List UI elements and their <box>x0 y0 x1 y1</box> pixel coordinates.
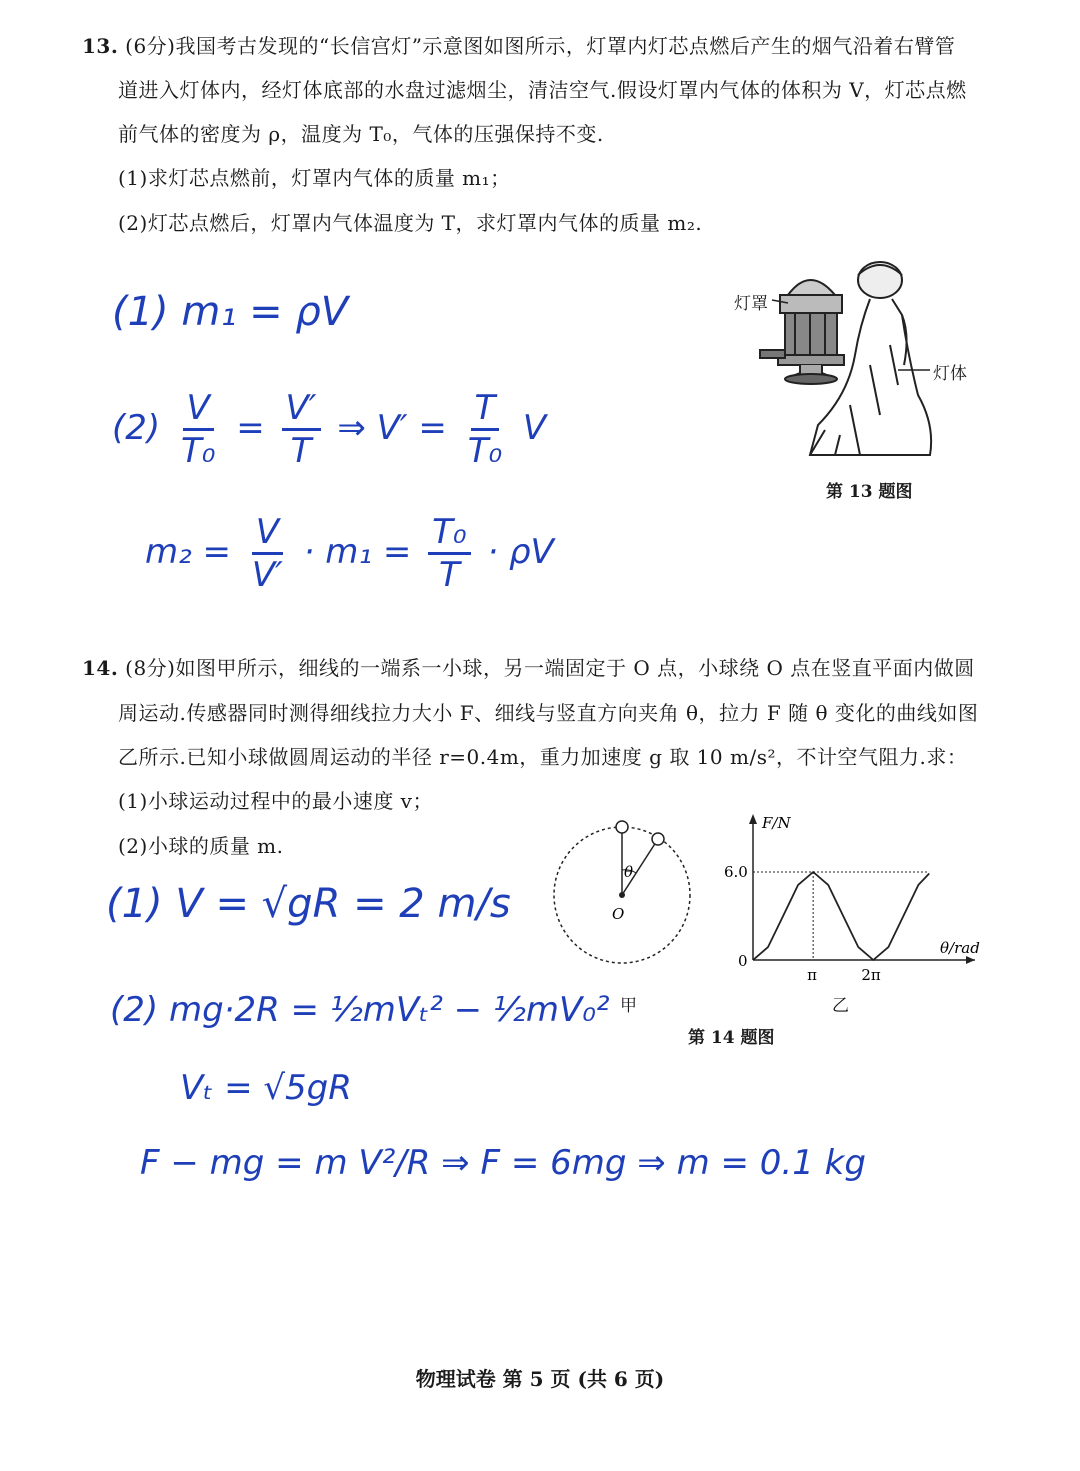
theta-label: θ <box>624 863 634 881</box>
ball-top <box>616 821 628 833</box>
q13-a2-label: (2) <box>112 408 161 448</box>
q13-a3-head: m₂ = <box>145 532 232 572</box>
y-axis-arrow <box>749 814 757 824</box>
ball-angled <box>652 833 664 845</box>
q14-line3: 乙所示.已知小球做圆周运动的半径 r=0.4m，重力加速度 g 取 10 m/s²，不计空气阻力.求： <box>118 745 968 769</box>
q14-line1 <box>82 655 975 681</box>
frac-den: V′ <box>251 555 283 595</box>
q13-sub2: (2)灯芯点燃后，灯罩内气体温度为 T，求灯罩内气体的质量 m₂. <box>118 211 703 235</box>
q13-a3-tail: · ρV <box>487 532 554 572</box>
x-axis-label: θ/rad <box>940 939 980 957</box>
q14-answer-1: (1) V = √gR = 2 m/s <box>106 881 511 927</box>
pivot-point <box>619 892 625 898</box>
origin-label: 0 <box>738 952 748 970</box>
q14-line2: 周运动.传感器同时测得细线拉力大小 F、细线与竖直方向夹角 θ，拉力 F 随 θ 变化的曲线如图 <box>118 701 979 725</box>
x-tick-2pi: 2π <box>861 966 881 984</box>
frac-num: V <box>183 388 214 431</box>
q13-a3-frac1 <box>248 512 287 595</box>
q13-number: 13. <box>82 34 119 58</box>
x-tick-pi: π <box>807 966 818 984</box>
q13-sub1: (1)求灯芯点燃前，灯罩内气体的质量 m₁； <box>118 166 511 190</box>
q13-text1: (6分)我国考古发现的“长信宫灯”示意图如图所示，灯罩内灯芯点燃后产生的烟气沿着右臂管 <box>125 34 956 58</box>
lamp <box>760 280 844 384</box>
peak-value-label: 6.0 <box>724 863 748 881</box>
q14-sub2: (2)小球的质量 m. <box>118 834 284 858</box>
q13-a2-frac1 <box>177 388 219 471</box>
q13-a3-frac2 <box>428 512 470 595</box>
q13-a2-arrow: ⇒ V′ = <box>337 408 447 448</box>
frac-num: T₀ <box>428 512 470 555</box>
x-axis-arrow <box>966 956 975 964</box>
lamp-shade-label: 灯罩 <box>734 294 768 314</box>
q14-figure-caption: 第 14 题图 <box>688 1028 775 1048</box>
f-theta-chart <box>720 808 990 998</box>
q13-a2-frac2 <box>282 388 321 471</box>
q13-line3: 前气体的密度为 ρ，温度为 T₀，气体的压强保持不变. <box>118 122 604 146</box>
frac-num: V <box>252 512 283 555</box>
q14-answer-2: (2) mg·2R = ½mVₜ² − ½mV₀² <box>110 990 610 1030</box>
q13-answer-1: (1) m₁ = ρV <box>112 289 349 335</box>
o-label: O <box>612 905 625 923</box>
q13-a2-tail: V <box>522 408 547 448</box>
frac-den: T <box>438 555 460 595</box>
q13-line2: 道进入灯体内，经灯体底部的水盘过滤烟尘，清洁空气.假设灯罩内气体的体积为 V，灯芯点燃 <box>118 78 967 102</box>
f-curve-line <box>753 872 929 960</box>
q14-answer-3: Vₜ = √5gR <box>180 1068 352 1108</box>
y-axis-label: F/N <box>762 814 791 832</box>
frac-num: T <box>471 388 500 431</box>
q14-text1: (8分)如图甲所示，细线的一端系一小球，另一端固定于 O 点，小球绕 O 点在竖直平面内做圆 <box>125 656 975 680</box>
frac-den: T <box>290 431 312 471</box>
q13-answer-2 <box>112 388 546 471</box>
q13-line1 <box>82 33 955 59</box>
q14-number: 14. <box>82 656 119 680</box>
q13-a3-mid: · m₁ = <box>303 532 412 572</box>
yi-label: 乙 <box>832 996 849 1016</box>
lamp-body-label: 灯体 <box>933 364 967 384</box>
page-footer: 物理试卷 第 5 页 (共 6 页) <box>415 1367 665 1391</box>
q13-figure-caption: 第 13 题图 <box>826 482 913 502</box>
q14-sub1: (1)小球运动过程中的最小速度 v； <box>118 789 433 813</box>
frac-num: V′ <box>282 388 321 431</box>
q13-a2-eq: = <box>236 408 265 448</box>
jia-label: 甲 <box>620 996 637 1016</box>
q13-a2-frac3 <box>464 388 506 471</box>
frac-den: T₀ <box>467 431 503 471</box>
q14-answer-4: F − mg = m V²/R ⇒ F = 6mg ⇒ m = 0.1 kg <box>140 1143 866 1183</box>
q13-answer-3 <box>145 512 554 595</box>
circle-diagram <box>550 815 700 975</box>
frac-den: T₀ <box>180 431 216 471</box>
